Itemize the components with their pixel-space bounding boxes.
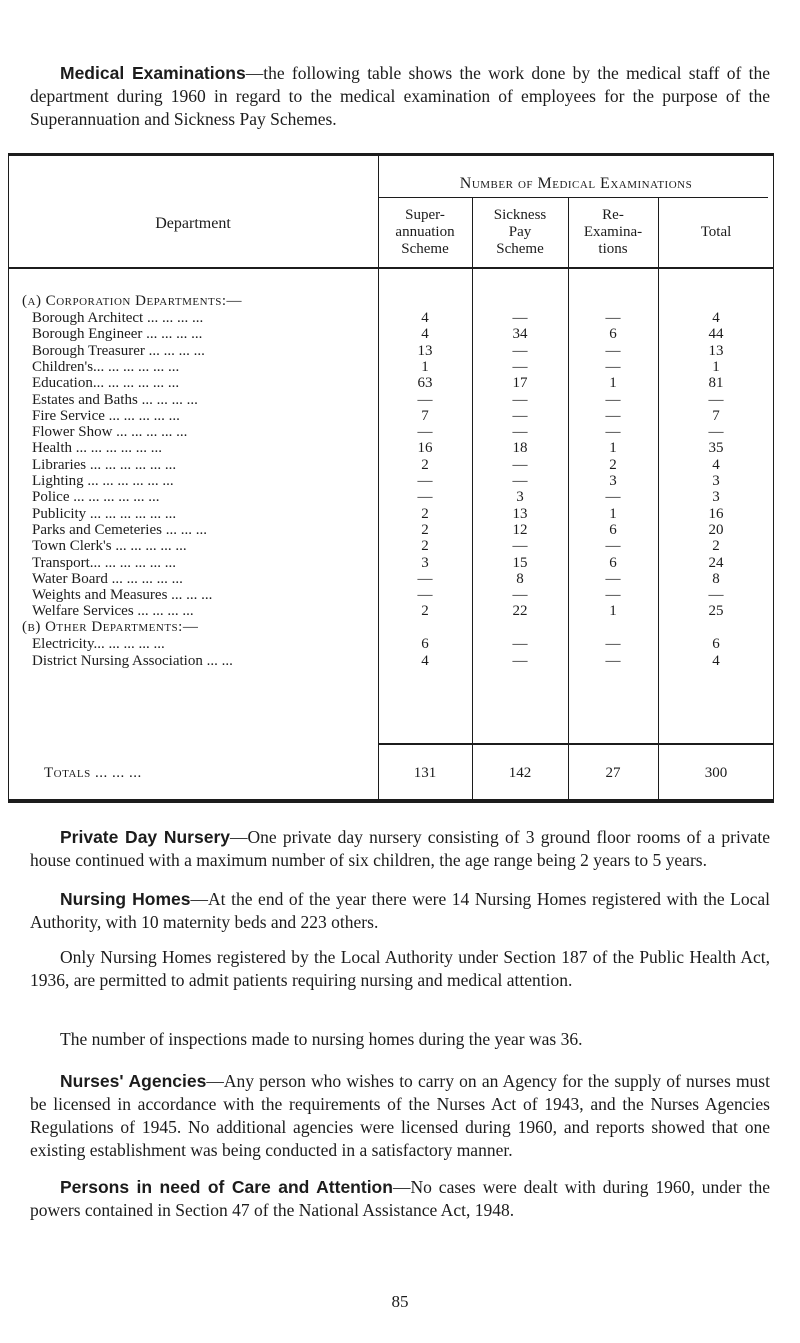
super-value: — — [417, 473, 433, 489]
total-value: 4 — [712, 456, 720, 473]
agencies-text: —Any person who wishes to carry on an Agency for the supply of nurses must be licensed in accordance with the requirements of the Nurses Act of 1943, and the Nurses Agencies Regulations of 1945. No additional agencies were licensed during 1960, and reports showed that one existing establishment was being conducted in a satisfactory manner. — [30, 1071, 770, 1160]
reexam-value: 3 — [609, 473, 617, 489]
intro-heading: Medical Examinations — [60, 63, 246, 83]
dept-name: Lighting ... ... ... ... ... ... — [32, 473, 174, 489]
total-value: 1 — [712, 358, 720, 375]
table-row — [8, 375, 774, 391]
reexam-value: — — [605, 310, 621, 326]
sick-value: 22 — [512, 603, 528, 620]
care-paragraph — [30, 1176, 770, 1222]
reexam-value: 1 — [609, 375, 617, 392]
reexam-value: 6 — [609, 554, 617, 571]
super-value: — — [417, 570, 433, 587]
sick-value: 3 — [516, 489, 524, 506]
dept-name: Flower Show ... ... ... ... ... — [32, 424, 188, 441]
super-value: 2 — [421, 505, 429, 522]
super-value: 16 — [417, 440, 433, 457]
reexam-value: — — [605, 636, 621, 652]
total-header: Total — [700, 224, 732, 240]
total-value: 7 — [712, 407, 720, 424]
agencies-heading: Nurses' Agencies — [60, 1071, 207, 1091]
reexam-value: — — [605, 358, 621, 375]
dept-name: Water Board ... ... ... ... ... — [32, 570, 183, 587]
table-row — [8, 473, 774, 489]
reexam-header: Re- Examina- tions — [583, 207, 643, 257]
dept-name: Borough Treasurer ... ... ... ... — [32, 342, 205, 359]
nursery-text: —One private day nursery consisting of 3 ground floor rooms of a private house continued with a maximum number of six children, the age range being 2 years to 5 years. — [30, 827, 770, 870]
table-row — [8, 440, 774, 456]
reexam-value: — — [605, 342, 621, 359]
group-header-rule — [378, 197, 768, 198]
homes-paragraph-2: Only Nursing Homes registered by the Local Authority under Section 187 of the Public Health Act, 1936, are permitted to admit patients requiring nursing and medical attention. — [30, 947, 770, 990]
dept-name: Children's... ... ... ... ... ... — [32, 358, 180, 375]
reexam-value: 6 — [609, 521, 617, 538]
total-value: 6 — [712, 636, 720, 652]
dept-name: Police ... ... ... ... ... ... — [32, 489, 160, 506]
table-row — [8, 522, 774, 538]
super-value: 4 — [421, 326, 429, 343]
super-value: — — [417, 489, 433, 506]
reexam-value: — — [605, 570, 621, 587]
dept-name: Welfare Services ... ... ... ... — [32, 603, 194, 620]
reexam-value: 6 — [609, 326, 617, 343]
total-value: 20 — [708, 521, 724, 538]
sick-value: 34 — [512, 326, 528, 343]
sick-value: 18 — [512, 440, 528, 457]
dept-name: District Nursing Association ... ... — [32, 652, 233, 669]
table-row — [8, 571, 774, 587]
reexam-value: — — [605, 407, 621, 424]
dept-name: Borough Architect ... ... ... ... — [32, 310, 204, 326]
sick-value: — — [512, 587, 528, 604]
sick-value: — — [512, 424, 528, 441]
sick-value: — — [512, 456, 528, 473]
sick-value: — — [512, 391, 528, 408]
total-value: 3 — [712, 473, 720, 489]
total-value: — — [708, 424, 724, 441]
total-value: 2 — [712, 538, 720, 555]
sick-value: 17 — [512, 375, 528, 392]
dept-name: Libraries ... ... ... ... ... ... — [32, 456, 177, 473]
sick-value: — — [512, 310, 528, 326]
intro-paragraph — [30, 62, 770, 131]
group-header: Number of Medical Examinations — [459, 175, 693, 192]
nursery-heading: Private Day Nursery — [60, 827, 230, 847]
sick-value: 8 — [516, 570, 524, 587]
totals-reexam: 27 — [605, 765, 621, 781]
totals-label: Totals ... ... ... — [44, 765, 142, 781]
dept-name: Fire Service ... ... ... ... ... — [32, 407, 180, 424]
total-value: 3 — [712, 489, 720, 506]
table-bottom-rule — [8, 799, 774, 803]
super-value: — — [417, 391, 433, 408]
reexam-value: — — [605, 391, 621, 408]
reexam-value: 1 — [609, 505, 617, 522]
reexam-value: — — [605, 652, 621, 669]
header-bottom-rule — [8, 267, 774, 269]
total-value: 44 — [708, 326, 724, 343]
table-row — [8, 424, 774, 440]
dept-name: Town Clerk's ... ... ... ... ... — [32, 538, 187, 555]
total-value: 25 — [708, 603, 724, 620]
agencies-paragraph — [30, 1070, 770, 1162]
super-value: 7 — [421, 407, 429, 424]
totals-sick: 142 — [508, 765, 532, 781]
table-row — [8, 555, 774, 571]
examinations-table — [8, 153, 774, 803]
dept-name: Estates and Baths ... ... ... ... — [32, 391, 198, 408]
sick-value: 13 — [512, 505, 528, 522]
sick-header: Sickness Pay Scheme — [493, 207, 547, 257]
table-row — [8, 653, 774, 670]
sick-value: — — [512, 652, 528, 669]
page-number: 85 — [391, 1292, 409, 1311]
super-value: 6 — [421, 636, 429, 652]
total-value: 4 — [712, 652, 720, 669]
table-row — [8, 408, 774, 424]
dept-name: Transport... ... ... ... ... ... — [32, 554, 177, 571]
sick-value: — — [512, 538, 528, 555]
total-value: 35 — [708, 440, 724, 457]
sick-value: — — [512, 636, 528, 652]
sick-value: — — [512, 473, 528, 489]
super-value: 63 — [417, 375, 433, 392]
table-row — [8, 310, 774, 326]
table-row — [8, 636, 774, 653]
homes-text: —At the end of the year there were 14 Nursing Homes registered with the Local Authority, with 10 maternity beds and 223 others. — [30, 889, 770, 932]
reexam-value: 1 — [609, 603, 617, 620]
super-value: 13 — [417, 342, 433, 359]
sick-value: 15 — [512, 554, 528, 571]
table-top-rule — [8, 153, 774, 156]
total-value: 81 — [708, 375, 724, 392]
section-a-heading: (a) Corporation Departments:— — [22, 293, 243, 309]
reexam-value: 2 — [609, 456, 617, 473]
dept-name: Weights and Measures ... ... ... — [32, 587, 213, 604]
intro-text: —the following table shows the work done by the medical staff of the department during 1960 in regard to the medical examination of employees for the purpose of the Superannuation and Sickness Pay Schemes. — [30, 63, 770, 129]
total-value: — — [708, 391, 724, 408]
sick-value: — — [512, 358, 528, 375]
table-row — [8, 506, 774, 522]
homes-paragraph — [30, 888, 770, 934]
super-value: 3 — [421, 554, 429, 571]
super-value: 1 — [421, 358, 429, 375]
super-value: 2 — [421, 538, 429, 555]
table-row — [8, 359, 774, 375]
reexam-value: — — [605, 587, 621, 604]
total-value: 4 — [712, 310, 720, 326]
super-value: 2 — [421, 521, 429, 538]
total-value: 16 — [708, 505, 724, 522]
table-row — [8, 489, 774, 505]
total-value: — — [708, 587, 724, 604]
dept-name: Parks and Cemeteries ... ... ... — [32, 521, 207, 538]
super-value: 4 — [421, 310, 429, 326]
super-value: — — [417, 587, 433, 604]
care-heading: Persons in need of Care and Attention — [60, 1177, 393, 1197]
nursery-paragraph — [30, 826, 770, 872]
sick-value: — — [512, 342, 528, 359]
table-row — [8, 457, 774, 473]
table-row — [8, 326, 774, 342]
totals-super: 131 — [413, 765, 437, 781]
care-text: —No cases were dealt with during 1960, under the powers contained in Section 47 of the National Assistance Act, 1948. — [30, 1177, 770, 1220]
department-header: Department — [155, 215, 231, 232]
sick-value: 12 — [512, 521, 528, 538]
reexam-value: — — [605, 424, 621, 441]
table-row — [8, 538, 774, 554]
total-value: 8 — [712, 570, 720, 587]
super-value: 2 — [421, 456, 429, 473]
super-value: 4 — [421, 652, 429, 669]
reexam-value: 1 — [609, 440, 617, 457]
totals-total: 300 — [704, 765, 728, 781]
super-value: 2 — [421, 603, 429, 620]
dept-name: Borough Engineer ... ... ... ... — [32, 326, 203, 343]
section-b-heading: (b) Other Departments:— — [22, 619, 199, 635]
reexam-value: — — [605, 538, 621, 555]
dept-name: Education... ... ... ... ... ... — [32, 375, 180, 392]
super-value: — — [417, 424, 433, 441]
dept-name: Health ... ... ... ... ... ... — [32, 440, 162, 457]
total-value: 24 — [708, 554, 724, 571]
dept-name: Publicity ... ... ... ... ... ... — [32, 505, 177, 522]
dept-name: Electricity... ... ... ... ... — [32, 636, 165, 652]
table-row — [8, 587, 774, 603]
table-row — [8, 603, 774, 619]
homes-heading: Nursing Homes — [60, 889, 191, 909]
homes-paragraph-3: The number of inspections made to nursing homes during the year was 36. — [60, 1029, 583, 1049]
total-value: 13 — [708, 342, 724, 359]
table-row — [8, 343, 774, 359]
super-header: Super- annuation Scheme — [395, 207, 455, 257]
reexam-value: — — [605, 489, 621, 506]
table-row — [8, 392, 774, 408]
totals-rule — [378, 743, 774, 745]
sick-value: — — [512, 407, 528, 424]
